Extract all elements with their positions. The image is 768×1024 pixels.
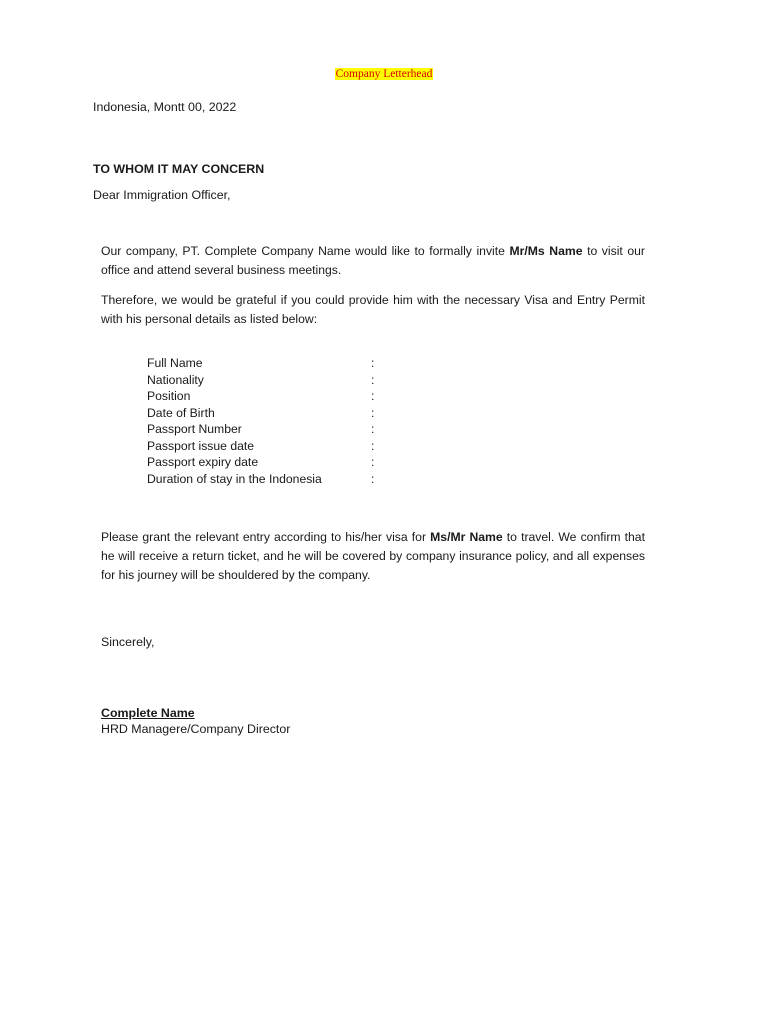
- field-label: Nationality: [147, 372, 204, 387]
- para1-text-end: to visit our office and attend several business meetings.: [101, 244, 645, 277]
- field-label: Full Name: [147, 356, 203, 370]
- invitee-name: Mr/Ms Name: [509, 244, 583, 258]
- field-colon: :: [371, 389, 375, 403]
- letterhead: [0, 67, 768, 81]
- field-colon: :: [371, 356, 375, 370]
- field-colon: :: [371, 455, 375, 469]
- invitation-paragraph: [101, 242, 645, 280]
- salutation: Dear Immigration Officer,: [93, 188, 231, 202]
- traveler-name: Ms/Mr Name: [430, 530, 503, 544]
- field-colon: :: [371, 372, 375, 387]
- signatory-name: Complete Name: [101, 706, 195, 720]
- field-label: Position: [147, 389, 191, 403]
- signatory-title: HRD Managere/Company Director: [101, 722, 291, 736]
- letterhead-text: Company Letterhead: [335, 68, 433, 80]
- field-label: Passport expiry date: [147, 455, 259, 469]
- field-colon: :: [371, 422, 375, 436]
- field-colon: :: [371, 471, 375, 486]
- field-label: Duration of stay in the Indonesia: [147, 471, 322, 486]
- request-paragraph: Therefore, we would be grateful if you could provide him with the necessary Visa and Entry Permit with his personal details as listed below:: [101, 293, 645, 326]
- field-label: Passport issue date: [147, 438, 255, 453]
- field-colon: :: [371, 438, 375, 453]
- closing: Sincerely,: [101, 635, 155, 649]
- field-colon: :: [371, 405, 375, 420]
- field-label: Date of Birth: [147, 405, 215, 420]
- para3-text-end: to travel. We confirm that he will receive a return ticket, and he will be covered by company insurance policy, and all expenses for his journey will be shouldered by the company.: [101, 530, 645, 582]
- concern-heading: TO WHOM IT MAY CONCERN: [93, 162, 265, 176]
- date-line: Indonesia, Montt 00, 2022: [93, 100, 237, 114]
- para1-text: Our company, PT. Complete Company Name would like to formally invite: [101, 244, 510, 258]
- field-label: Passport Number: [147, 422, 242, 436]
- para3-text: Please grant the relevant entry according to his/her visa for: [101, 530, 431, 544]
- entry-request-paragraph: [101, 528, 645, 585]
